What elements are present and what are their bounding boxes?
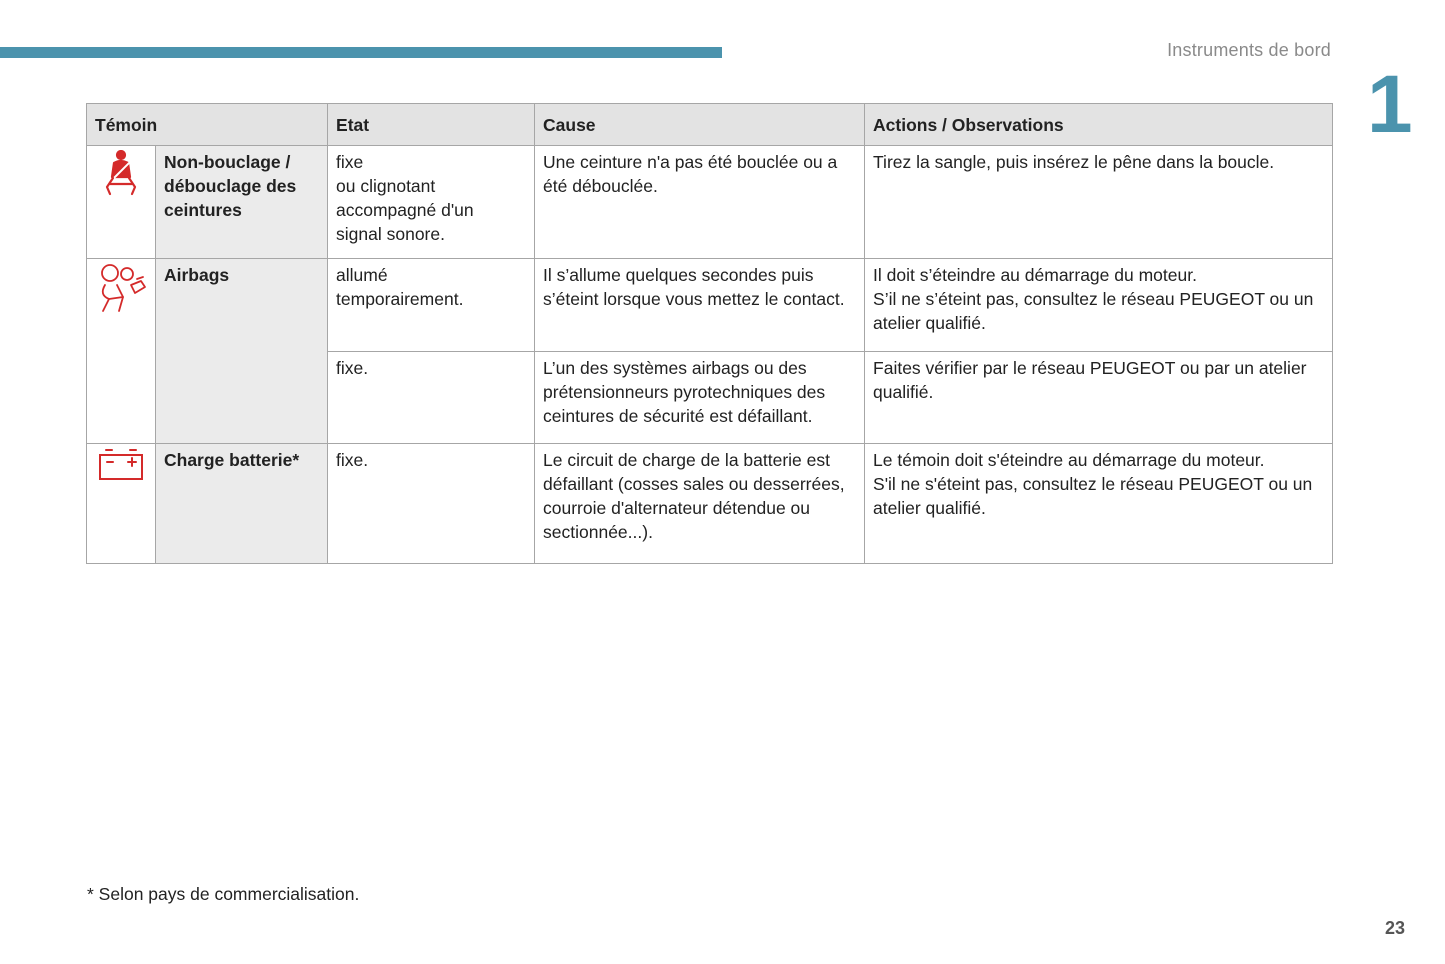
battery-icon <box>98 448 144 482</box>
table-row <box>87 259 1333 352</box>
header-etat: Etat <box>328 104 535 146</box>
etat-cell: fixe ou clignotant accompagné d'un signal sonore. <box>328 146 535 259</box>
chapter-number: 1 <box>1367 59 1413 150</box>
header-accent-bar <box>0 47 722 58</box>
airbag-icon <box>95 263 149 315</box>
cause-cell: Le circuit de charge de la batterie est défaillant (cosses sales ou desserrées, courroie d'alternateur détendue ou sectionnée...). <box>535 444 865 564</box>
warning-name: Charge batterie* <box>156 444 328 564</box>
header-temoin: Témoin <box>87 104 328 146</box>
cause-cell: Il s’allume quelques secondes puis s’éteint lorsque vous mettez le contact. <box>535 259 865 352</box>
cause-cell: Une ceinture n'a pas été bouclée ou a été débouclée. <box>535 146 865 259</box>
icon-cell <box>87 444 156 564</box>
etat-cell: fixe. <box>328 444 535 564</box>
icon-cell <box>87 146 156 259</box>
etat-cell: fixe. <box>328 352 535 444</box>
actions-cell: Le témoin doit s'éteindre au démarrage du moteur. S'il ne s'éteint pas, consultez le réseau PEUGEOT ou un atelier qualifié. <box>865 444 1333 564</box>
footnote: * Selon pays de commercialisation. <box>87 884 360 904</box>
section-title: Instruments de bord <box>1167 40 1331 60</box>
actions-cell: Tirez la sangle, puis insérez le pêne dans la boucle. <box>865 146 1333 259</box>
page-number: 23 <box>1384 918 1405 938</box>
etat-cell: allumé temporairement. <box>328 259 535 352</box>
table-header-row <box>87 104 1333 146</box>
icon-cell <box>87 259 156 444</box>
actions-cell: Il doit s’éteindre au démarrage du moteur. S’il ne s’éteint pas, consultez le réseau PEUGEOT ou un atelier qualifié. <box>865 259 1333 352</box>
actions-cell: Faites vérifier par le réseau PEUGEOT ou par un atelier qualifié. <box>865 352 1333 444</box>
table-row <box>87 146 1333 259</box>
warning-name: Airbags <box>156 259 328 444</box>
header-actions: Actions / Observations <box>865 104 1333 146</box>
warning-lights-table <box>86 103 1333 564</box>
table-row <box>87 444 1333 564</box>
warning-name: Non-bouclage / débouclage des ceintures <box>156 146 328 259</box>
seatbelt-icon <box>101 150 141 196</box>
header-cause: Cause <box>535 104 865 146</box>
cause-cell: L’un des systèmes airbags ou des prétensionneurs pyrotechniques des ceintures de sécurité est défaillant. <box>535 352 865 444</box>
